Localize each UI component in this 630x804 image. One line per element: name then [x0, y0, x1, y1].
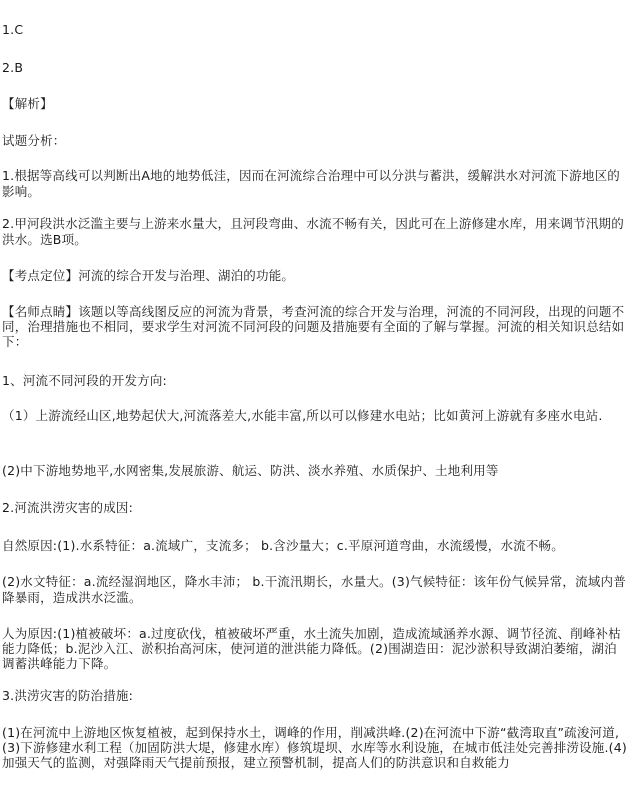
section-3-measures: (1)在河流中上游地区恢复植被，起到保持水土，调峰的作用，削减洪峰.(2)在河流中下游“截湾取直”疏浚河道,(3)下游修建水利工程（加固防洪大堤，修建水库）修筑堤坝、水库等水利设施，在城市低洼处完善排涝设施.(4)加强天气的监测，对强降雨天气提前预报，建立预警机制，提高人们的防洪意识和自救能力	[2, 725, 627, 770]
section-1-title: 1、河流不同河段的开发方向:	[2, 373, 167, 388]
section-2-human-causes: 人为原因:(1)植被破坏：a.过度砍伐，植被破坏严重，水土流失加剧，造成流域涵养水源、调节径流、削峰补枯能力降低；b.泥沙入江、淤积抬高河床，使河道的泄洪能力降低。(2)围湖造田：泥沙淤积导致湖泊萎缩，湖泊调蓄洪峰能力下降。	[2, 626, 621, 671]
answer-2: 2.B	[2, 60, 24, 75]
answer-1: 1.C	[2, 22, 24, 37]
analysis-paragraph-1: 1.根据等高线可以判断出A地的地势低洼，因而在河流综合治理中可以分洪与蓄洪，缓解洪水对河流下游地区的影响。	[2, 168, 620, 199]
section-2-natural-causes: 自然原因:(1).水系特征：a.流域广，支流多； b.含沙量大；c.平原河道弯曲，水流缓慢，水流不畅。	[2, 538, 564, 553]
jiexi-heading: 【解析】	[2, 96, 53, 111]
mingshi-section: 【名师点睛】该题以等高线图反应的河流为背景，考查河流的综合开发与治理，河流的不同河段，出现的问题不同，治理措施也不相同，要求学生对河流不同河段的问题及措施要有全面的了解与掌握。河流的相关知识总结如下：	[2, 304, 625, 349]
section-3-title: 3.洪涝灾害的防治措施:	[2, 688, 134, 703]
section-2-title: 2.河流洪涝灾害的成因:	[2, 500, 134, 515]
section-2-hydrology-climate: (2)水文特征：a.流经湿润地区，降水丰沛； b.干流汛期长，水量大。(3)气候特征：该年份气候异常，流域内普降暴雨，造成洪水泛滥。	[2, 574, 626, 605]
section-1-item-2: (2)中下游地势地平,水网密集,发展旅游、航运、防洪、淡水养殖、水质保护、土地利用等	[2, 463, 499, 478]
analysis-paragraph-2: 2.甲河段洪水泛滥主要与上游来水量大，且河段弯曲、水流不畅有关，因此可在上游修建水库，用来调节汛期的洪水。选B项。	[2, 216, 624, 247]
section-1-item-1: （1）上游流经山区,地势起伏大,河流落差大,水能丰富,所以可以修建水电站；比如黄河上游就有多座水电站.	[2, 408, 603, 423]
analysis-label: 试题分析：	[2, 133, 66, 148]
kaodian-section: 【考点定位】河流的综合开发与治理、湖泊的功能。	[2, 268, 295, 283]
